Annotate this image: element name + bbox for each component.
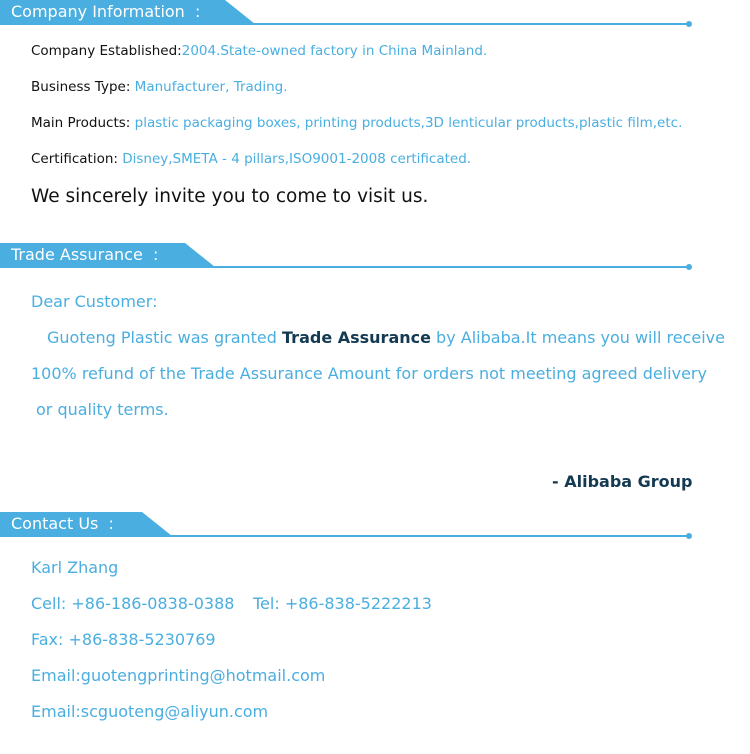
company-established-value: 2004.State-owned factory in China Mainland. xyxy=(181,43,488,59)
dear-customer: Dear Customer: xyxy=(31,292,158,311)
contact-cell: Cell: +86-186-0838-0388 xyxy=(31,594,235,613)
contact-email-1[interactable]: Email:guotengprinting@hotmail.com xyxy=(31,666,326,685)
company-info-title: Company Information : xyxy=(11,2,201,21)
business-type-row xyxy=(31,79,288,95)
trade-assurance-line-2: 100% refund of the Trade Assurance Amount for orders not meeting agreed delivery xyxy=(31,364,707,383)
contact-us-title: Contact Us : xyxy=(11,514,114,533)
contact-name: Karl Zhang xyxy=(31,558,119,577)
company-info-header xyxy=(0,0,700,26)
contact-tel: Tel: +86-838-5222213 xyxy=(253,594,432,613)
header-rule xyxy=(0,266,690,268)
certification-label: Certification: xyxy=(31,151,123,167)
trade-assurance-line-1 xyxy=(47,328,725,347)
contact-email-2[interactable]: Email:scguoteng@aliyun.com xyxy=(31,702,269,721)
company-established-label: Company Established: xyxy=(31,43,182,59)
main-products-label: Main Products: xyxy=(31,115,135,131)
contact-fax: Fax: +86-838-5230769 xyxy=(31,630,216,649)
trade-assurance-line-3: or quality terms. xyxy=(36,400,169,419)
certification-row xyxy=(31,151,471,167)
trade-assurance-emphasis: Trade Assurance xyxy=(282,328,431,347)
line1-post: by Alibaba.It means you will receive xyxy=(430,328,725,347)
line1-pre: Guoteng Plastic was granted xyxy=(47,328,283,347)
certification-value: Disney,SMETA - 4 pillars,ISO9001-2008 certificated. xyxy=(122,151,472,167)
trade-assurance-header xyxy=(0,243,700,269)
trade-assurance-title: Trade Assurance : xyxy=(11,245,159,264)
main-products-row xyxy=(31,115,682,131)
header-rule-dot xyxy=(686,533,692,539)
visit-invitation: We sincerely invite you to come to visit us. xyxy=(31,186,429,207)
business-type-value: Manufacturer, Trading. xyxy=(134,79,288,95)
header-rule xyxy=(0,23,690,25)
header-rule-dot xyxy=(686,21,692,27)
main-products-value: plastic packaging boxes, printing products,3D lenticular products,plastic film,etc. xyxy=(134,115,683,131)
contact-us-header xyxy=(0,512,700,538)
header-rule xyxy=(0,535,690,537)
header-rule-dot xyxy=(686,264,692,270)
alibaba-signature: - Alibaba Group xyxy=(552,472,693,491)
business-type-label: Business Type: xyxy=(31,79,135,95)
company-established-row xyxy=(31,43,487,59)
